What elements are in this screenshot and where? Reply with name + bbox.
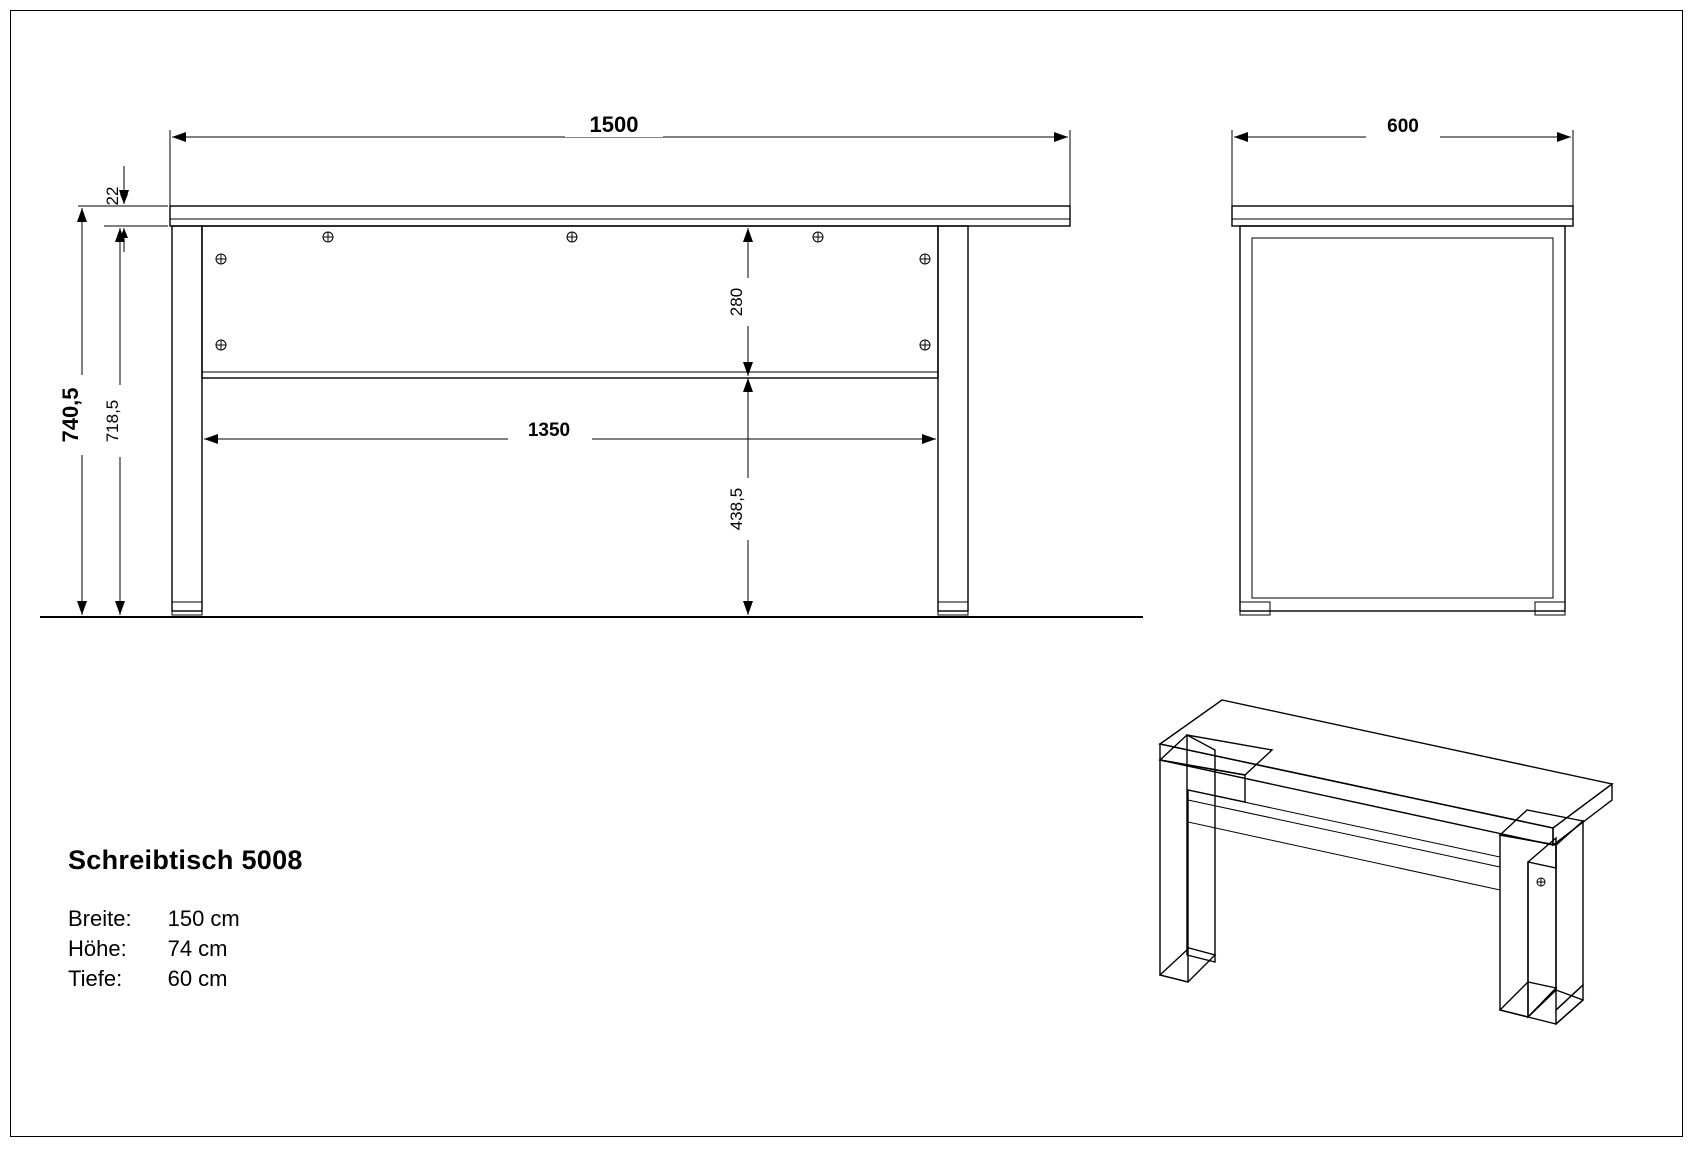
page-title: Schreibtisch 5008	[68, 845, 303, 875]
dimension-inner-width	[204, 419, 936, 443]
dimension-panel-height	[727, 228, 752, 376]
svg-text:1350: 1350	[527, 420, 571, 441]
table-row	[68, 904, 240, 934]
screw-markers	[216, 232, 930, 350]
spec-label-breite: Breite:	[68, 906, 132, 931]
svg-text:438,5: 438,5	[727, 487, 746, 531]
dimension-clearance-height	[727, 378, 752, 615]
title-block	[68, 845, 568, 994]
front-view	[40, 111, 1143, 617]
spec-label-hoehe: Höhe:	[68, 936, 127, 961]
perspective-view	[1160, 700, 1612, 1024]
svg-text:740,5: 740,5	[58, 387, 83, 443]
dimension-overall-width	[170, 111, 1070, 212]
spec-value-breite: 150 cm	[167, 906, 240, 931]
spec-table	[68, 904, 240, 994]
svg-text:600: 600	[1387, 116, 1419, 137]
dimension-top-thickness	[103, 166, 168, 252]
svg-text:718,5: 718,5	[103, 399, 122, 443]
side-view	[1232, 114, 1573, 615]
spec-value-hoehe: 74 cm	[167, 936, 228, 961]
table-row	[68, 934, 240, 964]
svg-text:1500: 1500	[589, 112, 639, 137]
table-row	[68, 964, 240, 994]
svg-text:280: 280	[727, 287, 746, 317]
svg-text:22: 22	[103, 186, 122, 206]
dimension-depth	[1232, 114, 1573, 212]
dimension-height-to-top-underside	[103, 226, 168, 617]
spec-label-tiefe: Tiefe:	[68, 966, 123, 991]
spec-value-tiefe: 60 cm	[167, 966, 228, 991]
